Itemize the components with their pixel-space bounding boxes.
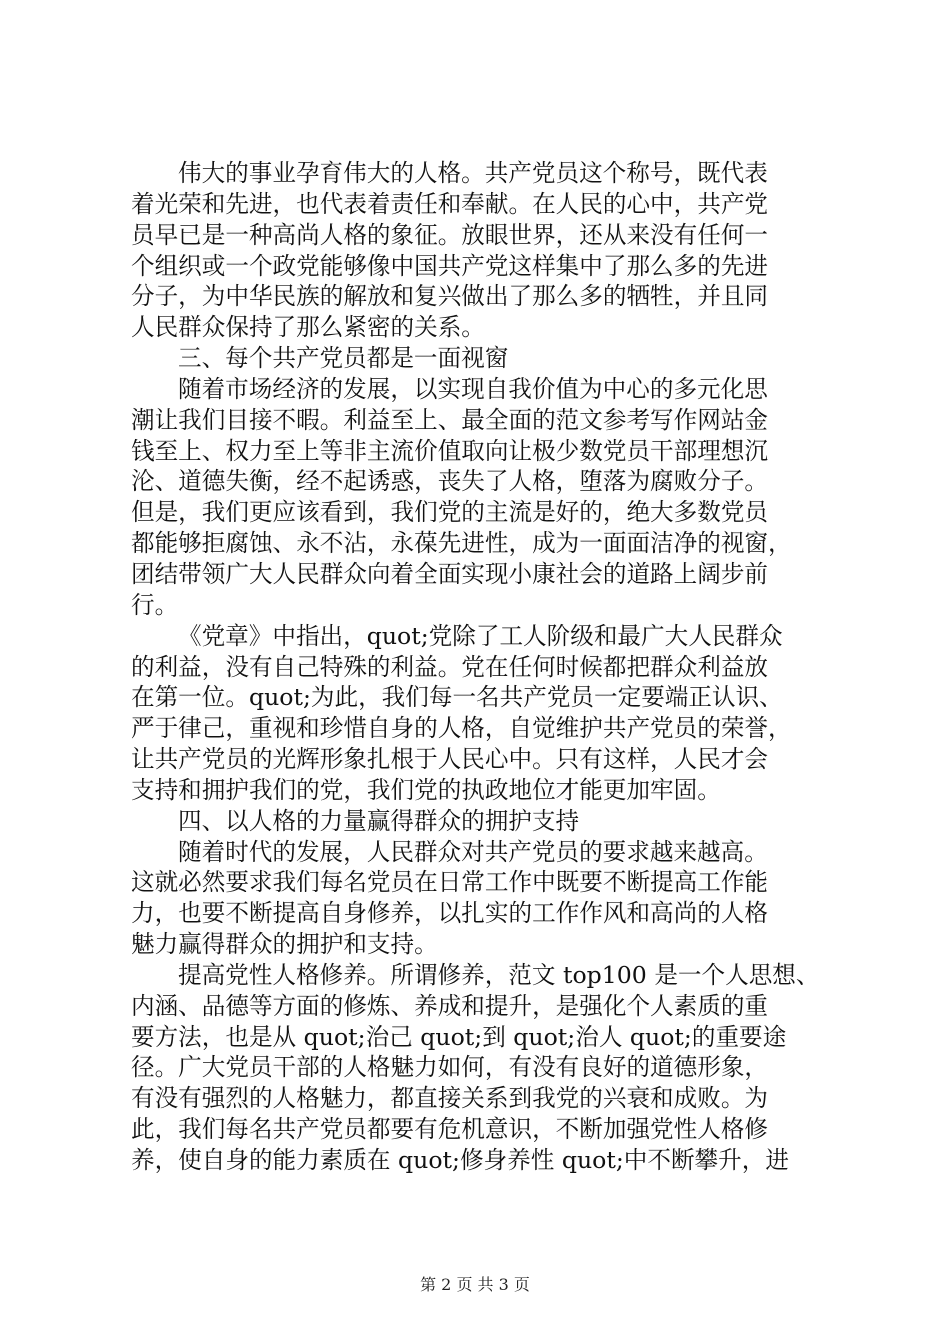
text-line: 有没有强烈的人格魅力，都直接关系到我党的兴衰和成败。为 bbox=[131, 1084, 769, 1113]
text-line: 着光荣和先进，也代表着责任和奉献。在人民的心中，共产党 bbox=[131, 189, 769, 218]
text-line: 钱至上、权力至上等非主流价值取向让极少数党员干部理想沉 bbox=[131, 436, 769, 465]
text-line: 个组织或一个政党能够像中国共产党这样集中了那么多的先进 bbox=[131, 251, 769, 280]
text-line: 支持和拥护我们的党，我们党的执政地位才能更加牢固。 bbox=[131, 775, 721, 804]
text-line: 员早已是一种高尚人格的象征。放眼世界，还从来没有任何一 bbox=[131, 220, 769, 249]
text-line: 三、每个共产党员都是一面视窗 bbox=[178, 344, 509, 373]
text-line: 径。广大党员干部的人格魅力如何，有没有良好的道德形象， bbox=[131, 1053, 769, 1082]
text-line: 人民群众保持了那么紧密的关系。 bbox=[131, 313, 485, 342]
text-line: 但是，我们更应该看到，我们党的主流是好的，绝大多数党员 bbox=[131, 498, 769, 527]
text-line: 魅力赢得群众的拥护和支持。 bbox=[131, 930, 438, 959]
text-line: 四、以人格的力量赢得群众的拥护支持 bbox=[178, 806, 580, 835]
text-line: 养，使自身的能力素质在 quot;修身养性 quot;中不断攀升，进 bbox=[131, 1146, 789, 1174]
text-line: 潮让我们目接不暇。利益至上、最全面的范文参考写作网站金 bbox=[131, 405, 769, 434]
text-line: 伟大的事业孕育伟大的人格。共产党员这个称号，既代表 bbox=[178, 159, 768, 187]
text-line: 《党章》中指出，quot;党除了工人阶级和最广大人民群众 bbox=[178, 621, 783, 650]
text-line: 严于律己，重视和珍惜自身的人格，自觉维护共产党员的荣誉， bbox=[131, 714, 792, 743]
text-line: 让共产党员的光辉形象扎根于人民心中。只有这样，人民才会 bbox=[131, 745, 769, 774]
text-line: 沦、道德失衡，经不起诱惑，丧失了人格，堕落为腐败分子。 bbox=[131, 467, 769, 496]
text-line: 团结带领广大人民群众向着全面实现小康社会的道路上阔步前 bbox=[131, 559, 769, 588]
text-line: 行。 bbox=[131, 590, 179, 619]
text-line: 内涵、品德等方面的修炼、养成和提升，是强化个人素质的重 bbox=[131, 991, 769, 1020]
text-line: 提高党性人格修养。所谓修养，范文 top100 是一个人思想、 bbox=[178, 960, 820, 989]
page-number-footer: 第 2 页 共 3 页 bbox=[420, 1275, 530, 1294]
text-line: 这就必然要求我们每名党员在日常工作中既要不断提高工作能 bbox=[131, 868, 769, 897]
text-line: 力，也要不断提高自身修养，以扎实的工作作风和高尚的人格 bbox=[131, 899, 769, 928]
text-line: 在第一位。quot;为此，我们每一名共产党员一定要端正认识、 bbox=[131, 683, 783, 712]
text-line: 随着时代的发展，人民群众对共产党员的要求越来越高。 bbox=[178, 837, 768, 866]
text-line: 的利益，没有自己特殊的利益。党在任何时候都把群众利益放 bbox=[131, 652, 769, 681]
text-line: 此，我们每名共产党员都要有危机意识，不断加强党性人格修 bbox=[131, 1115, 769, 1144]
text-line: 都能够拒腐蚀、永不沾，永葆先进性，成为一面面洁净的视窗， bbox=[131, 529, 792, 558]
document-body bbox=[131, 158, 831, 1176]
text-line: 分子，为中华民族的解放和复兴做出了那么多的牺牲，并且同 bbox=[131, 282, 769, 311]
text-line: 随着市场经济的发展，以实现自我价值为中心的多元化思 bbox=[178, 374, 768, 403]
text-line: 要方法，也是从 quot;治己 quot;到 quot;治人 quot;的重要途 bbox=[131, 1022, 787, 1051]
